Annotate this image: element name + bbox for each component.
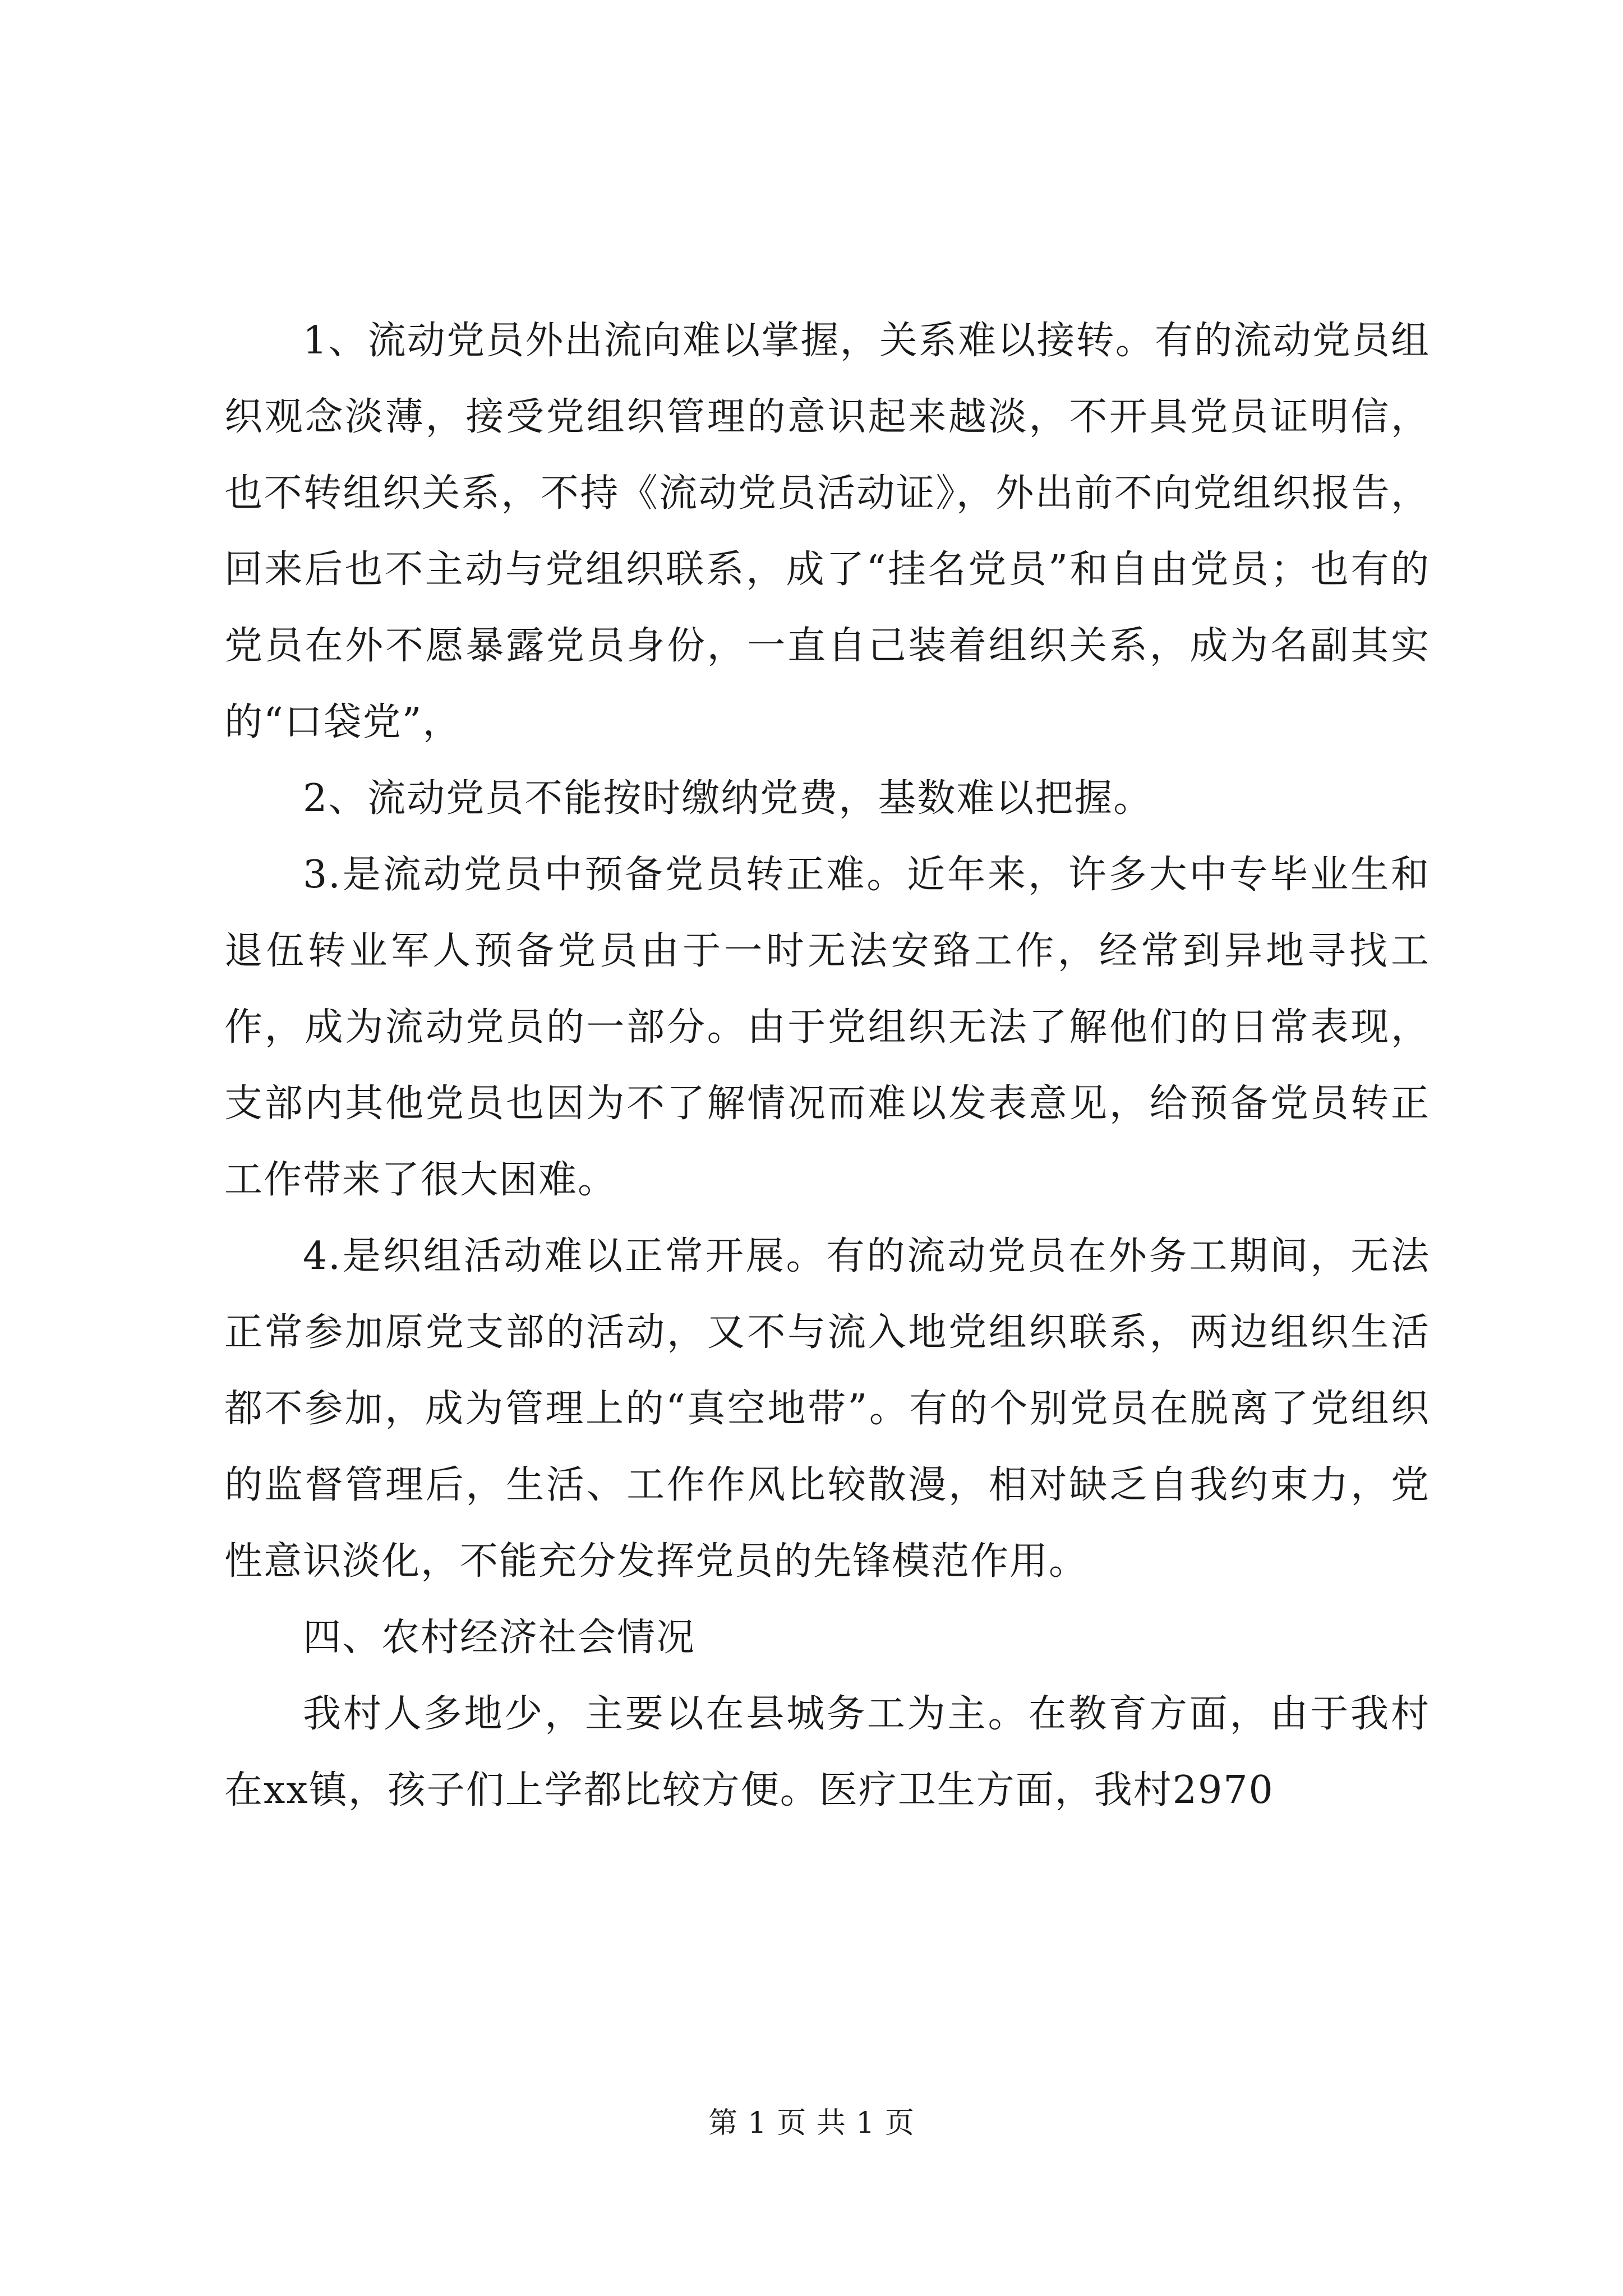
paragraph-village-situation: 我村人多地少，主要以在县城务工为主。在教育方面，由于我村在xx镇，孩子们上学都比较方便。医疗卫生方面，我村2970 xyxy=(224,1692,1430,1812)
document-body xyxy=(224,303,1430,1829)
paragraph-mobile-members-tracking: 1、流动党员外出流向难以掌握，关系难以接转。有的流动党员组织观念淡薄，接受党组织管理的意识起来越淡，不开具党员证明信，也不转组织关系，不持《流动党员活动证》，外出前不向党组织报告，回来后也不主动与党组织联系，成了“挂名党员”和自由党员；也有的党员在外不愿暴露党员身份，一直自己装着组织关系，成为名副其实的“口袋党”， xyxy=(224,319,1430,744)
paragraph-probationary-members: 3.是流动党员中预备党员转正难。近年来，许多大中专毕业生和退伍转业军人预备党员由于一时无法安臵工作，经常到异地寻找工作，成为流动党员的一部分。由于党组织无法了解他们的日常表现，支部内其他党员也因为不了解情况而难以发表意见，给预备党员转正工作带来了很大困难。 xyxy=(224,853,1430,1202)
paragraph-party-dues: 2、流动党员不能按时缴纳党费，基数难以把握。 xyxy=(303,776,1153,821)
page-footer: 第 1 页 共 1 页 xyxy=(708,2106,915,2140)
section-heading-rural-economy: 四、农村经济社会情况 xyxy=(303,1616,696,1660)
paragraph-organization-activities: 4.是织组活动难以正常开展。有的流动党员在外务工期间，无法正常参加原党支部的活动，又不与流入地党组织联系，两边组织生活都不参加，成为管理上的“真空地带”。有的个别党员在脱离了党组织的监督管理后，生活、工作作风比较散漫，相对缺乏自我约束力，党性意识淡化，不能充分发挥党员的先锋模范作用。 xyxy=(224,1234,1430,1584)
